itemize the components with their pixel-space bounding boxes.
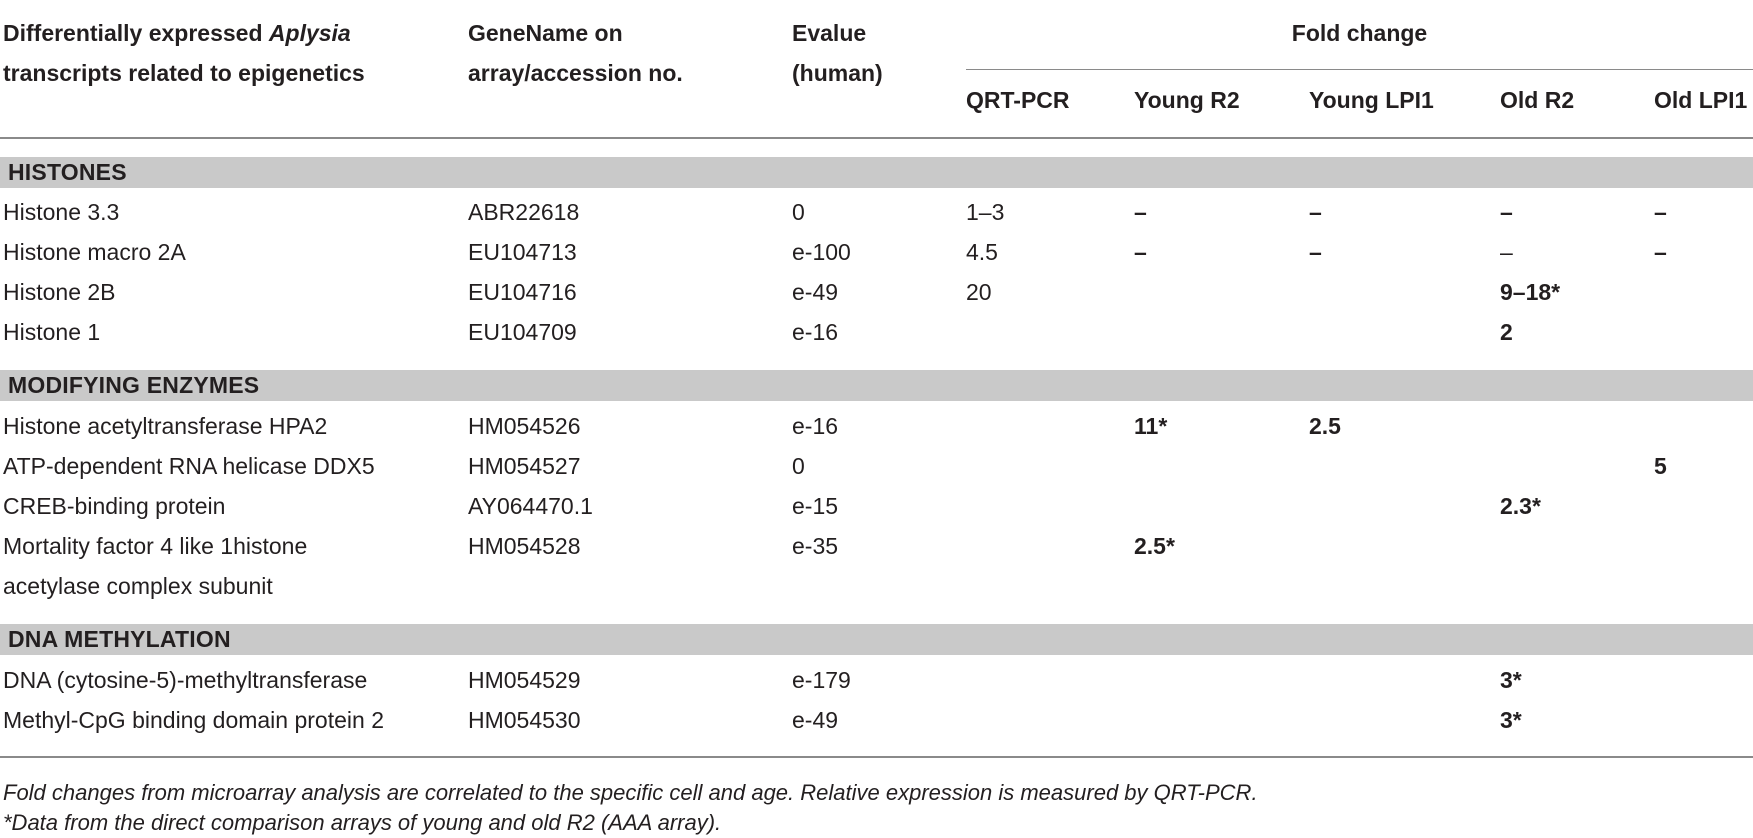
header-transcripts-line1: Differentially expressed [3,20,269,46]
header-rule [0,137,1753,139]
section-dna-methylation: DNA METHYLATION [0,624,1753,655]
table-row: Histone macro 2A EU104713 e-100 4.5 – – – – [3,239,1667,265]
table-row: Mortality factor 4 like 1histone acetylase complex subunit HM054528 e-35 2.5* [0,526,1753,606]
table-bottom-rule [0,756,1753,758]
header-transcripts [3,13,365,93]
table-row: CREB-binding protein AY064470.1 e-15 2.3* [3,493,1541,519]
table-row: ATP-dependent RNA helicase DDX5 HM054527 0 5 [3,453,1667,479]
table-row: Histone acetyltransferase HPA2 HM054526 e-16 11* 2.5 [3,413,1341,439]
footnote-2: *Data from the direct comparison arrays of young and old R2 (AAA array). [3,810,722,835]
header-young-lpi1: Young LPI1 [1309,87,1434,113]
table-header [0,0,1753,138]
header-fold-change: Fold change [1291,20,1428,46]
header-qrt-pcr: QRT-PCR [966,87,1070,113]
header-transcripts-species: Aplysia [268,20,351,46]
table-row: Histone 2B EU104716 e-49 20 9–18* [3,279,1561,305]
table-row: Methyl-CpG binding domain protein 2 HM054530 e-49 3* [3,707,1522,733]
table-row: Histone 1 EU104709 e-16 2 [3,319,1513,345]
header-young-r2: Young R2 [1134,87,1240,113]
header-old-r2: Old R2 [1500,87,1575,113]
table-row: DNA (cytosine-5)-methyltransferase HM054529 e-179 3* [3,667,1522,693]
table-row: Histone 3.3 ABR22618 0 1–3 – – – – [3,199,1667,225]
header-genename: GeneName on array/accession no. [468,20,683,86]
header-transcripts-line2: transcripts related to epigenetics [3,60,365,86]
header-evalue: Evalue (human) [792,20,883,86]
section-modifying-enzymes: MODIFYING ENZYMES [0,370,1753,401]
footnote-1: Fold changes from microarray analysis are correlated to the specific cell and age. Relative expression is measured by QRT-PCR. [3,780,1258,805]
row-name-two-line: Mortality factor 4 like 1histone acetylase complex subunit [3,533,308,599]
fold-change-rule [966,69,1753,70]
header-old-lpi1: Old LPI1 [1654,87,1748,113]
section-histones: HISTONES [0,157,1753,188]
